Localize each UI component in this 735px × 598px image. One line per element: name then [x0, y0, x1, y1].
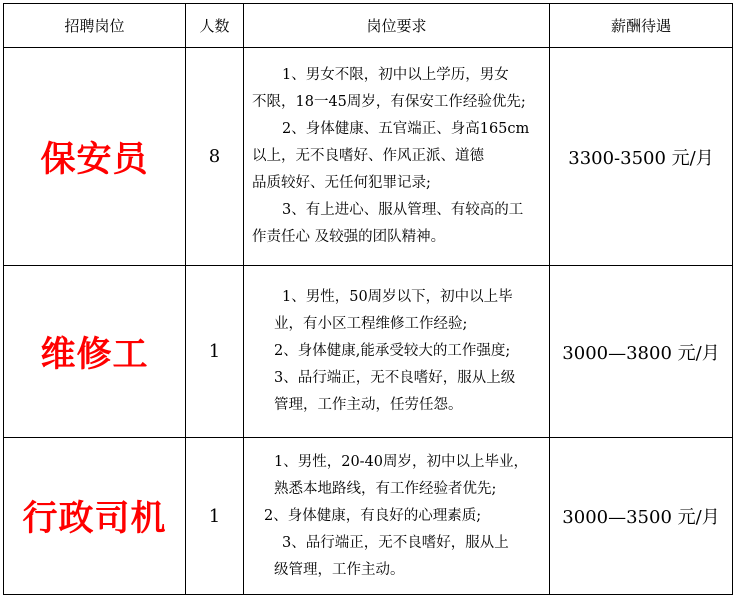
header-requirements: 岗位要求 — [244, 4, 550, 48]
job-requirements — [244, 48, 550, 266]
requirement-line: 1、男性，20-40周岁，初中以上毕业， — [274, 453, 529, 470]
requirement-line: 2、身体健康，有良好的心理素质; — [264, 507, 482, 524]
job-salary: 3300-3500 元/月 — [550, 48, 733, 266]
requirement-line: 熟悉本地路线，有工作经验者优先; — [274, 480, 497, 497]
job-count: 1 — [186, 266, 244, 438]
table-header-row — [4, 4, 733, 48]
table-row — [4, 48, 733, 266]
job-salary: 3000—3800 元/月 — [550, 266, 733, 438]
requirement-line: 3、品行端正，无不良嗜好，服从上级 — [274, 370, 516, 386]
requirement-line: 品质较好、无任何犯罪记录; — [252, 175, 431, 191]
job-title: 维修工 — [4, 266, 186, 438]
requirement-line: 级管理，工作主动。 — [274, 561, 405, 578]
job-title: 保安员 — [4, 48, 186, 266]
header-count: 人数 — [186, 4, 244, 48]
job-title: 行政司机 — [4, 438, 186, 595]
requirement-line: 作责任心 及较强的团队精神。 — [252, 229, 446, 245]
requirement-line: 以上，无不良嗜好、作风正派、道德 — [252, 148, 484, 164]
requirement-line: 1、男女不限，初中以上学历，男女 — [282, 67, 509, 83]
requirement-line: 2、身体健康、五官端正、身高165cm — [282, 121, 530, 137]
job-requirements — [244, 438, 550, 595]
header-position: 招聘岗位 — [4, 4, 186, 48]
job-count: 1 — [186, 438, 244, 595]
table-row — [4, 266, 733, 438]
header-salary: 薪酬待遇 — [550, 4, 733, 48]
requirement-line: 业，有小区工程维修工作经验; — [274, 316, 468, 332]
requirement-line: 不限，18一45周岁，有保安工作经验优先; — [252, 94, 526, 110]
requirement-line: 1、男性，50周岁以下，初中以上毕 — [282, 289, 513, 305]
table-row — [4, 438, 733, 595]
requirement-line: 3、有上进心、服从管理、有较高的工 — [282, 202, 524, 218]
job-count: 8 — [186, 48, 244, 266]
requirement-line: 2、身体健康,能承受较大的工作强度; — [274, 343, 511, 359]
requirement-line: 管理，工作主动，任劳任怨。 — [274, 397, 463, 413]
recruitment-table — [3, 3, 733, 595]
job-requirements — [244, 266, 550, 438]
job-salary: 3000—3500 元/月 — [550, 438, 733, 595]
requirement-line: 3、品行端正，无不良嗜好，服从上 — [282, 534, 509, 551]
